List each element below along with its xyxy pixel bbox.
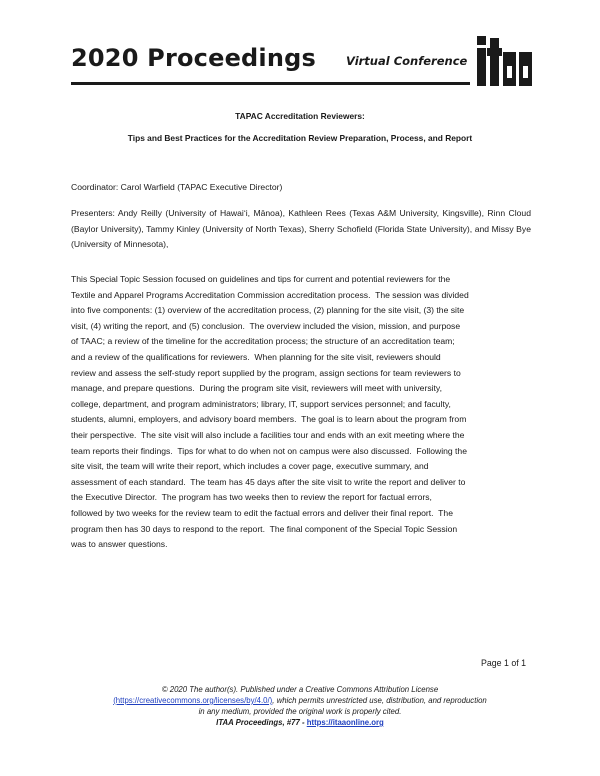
citation: ITAA Proceedings, #77 - bbox=[216, 718, 307, 727]
body-line: manage, and prepare questions. During the program site visit, reviewers will meet with university, bbox=[71, 383, 442, 394]
body-line: assessment of each standard. The team has 45 days after the site visit to write the report and deliver to bbox=[71, 476, 466, 487]
license-line: © 2020 The author(s). Published under a Creative Commons Attribution License bbox=[161, 685, 439, 694]
coordinator: Coordinator: Carol Warfield (TAPAC Executive Director) bbox=[71, 182, 283, 192]
presenters: Presenters: Andy Reilly (University of Hawaiʻi, Mānoa), Kathleen Rees (Texas A&M University, Kingsville), Rinn Cloud (Baylor University), Tammy Kinley (University of North Texas), Sherry Schofield (Florida State University), and Missy Bye (University of Minnesota), bbox=[71, 208, 531, 249]
body-line: Textile and Apparel Programs Accreditation Commission accreditation process. The session was divided bbox=[71, 289, 469, 300]
body-line: of TAAC; a review of the timeline for the accreditation process; the structure of an accreditation team; bbox=[71, 336, 455, 347]
header-divider bbox=[71, 82, 470, 85]
document-title-line2: Tips and Best Practices for the Accreditation Review Preparation, Process, and Report bbox=[127, 133, 473, 143]
body-line: the Executive Director. The program has two weeks then to review the report for factual errors, bbox=[71, 492, 432, 503]
license-rest: , which permits unrestricted use, distribution, and reproduction bbox=[272, 696, 487, 705]
proceedings-title: 2020 Proceedings bbox=[71, 44, 317, 72]
body-line: followed by two weeks for the review team to edit the factual errors and deliver their final report. The bbox=[71, 507, 453, 518]
body-line: site visit, the team will write their report, which includes a cover page, executive summary, and bbox=[71, 461, 429, 472]
body-line: review and assess the self-study report supplied by the program, assign sections for team reviewers to bbox=[71, 367, 461, 378]
body-line: team reports their findings. Tips for what to do when not on campus were also discussed. Following the bbox=[71, 445, 467, 456]
license-link[interactable]: (https://creativecommons.org/licenses/by/4.0/) bbox=[113, 696, 273, 705]
body-line: visit, (4) writing the report, and (5) conclusion. The overview included the vision, mission, and purpose bbox=[71, 320, 461, 331]
body-line: This Special Topic Session focused on guidelines and tips for current and potential reviewers for the bbox=[71, 274, 451, 284]
body-line: and a review of the qualifications for reviewers. When planning for the site visit, reviewers should bbox=[71, 351, 441, 362]
body-line: students, alumni, employers, and advisory board members. The goal is to learn about the program from bbox=[71, 414, 467, 425]
page-number: Page 1 of 1 bbox=[481, 658, 526, 668]
body-line: was to answer questions. bbox=[71, 539, 168, 550]
body-line: program then has 30 days to respond to the report. The final component of the Special Topic Session bbox=[71, 523, 458, 534]
conference-subtitle: Virtual Conference bbox=[346, 54, 468, 68]
document-title-line1: TAPAC Accreditation Reviewers: bbox=[235, 111, 365, 121]
itaa-logo bbox=[475, 34, 535, 90]
license-line-3: in any medium, provided the original work is properly cited. bbox=[198, 707, 402, 716]
body-line: into five components: (1) overview of the accreditation process, (2) planning for the site visit, (3) the site bbox=[71, 305, 465, 316]
footer bbox=[64, 684, 536, 728]
abstract-body bbox=[71, 272, 533, 553]
body-line: their perspective. The site visit will also include a facilities tour and ends with an exit meeting where the bbox=[71, 429, 465, 440]
site-link[interactable]: https://itaaonline.org bbox=[306, 718, 384, 727]
body-line: college, department, and program administrators; library, IT, support services personnel; and faculty, bbox=[71, 398, 451, 409]
